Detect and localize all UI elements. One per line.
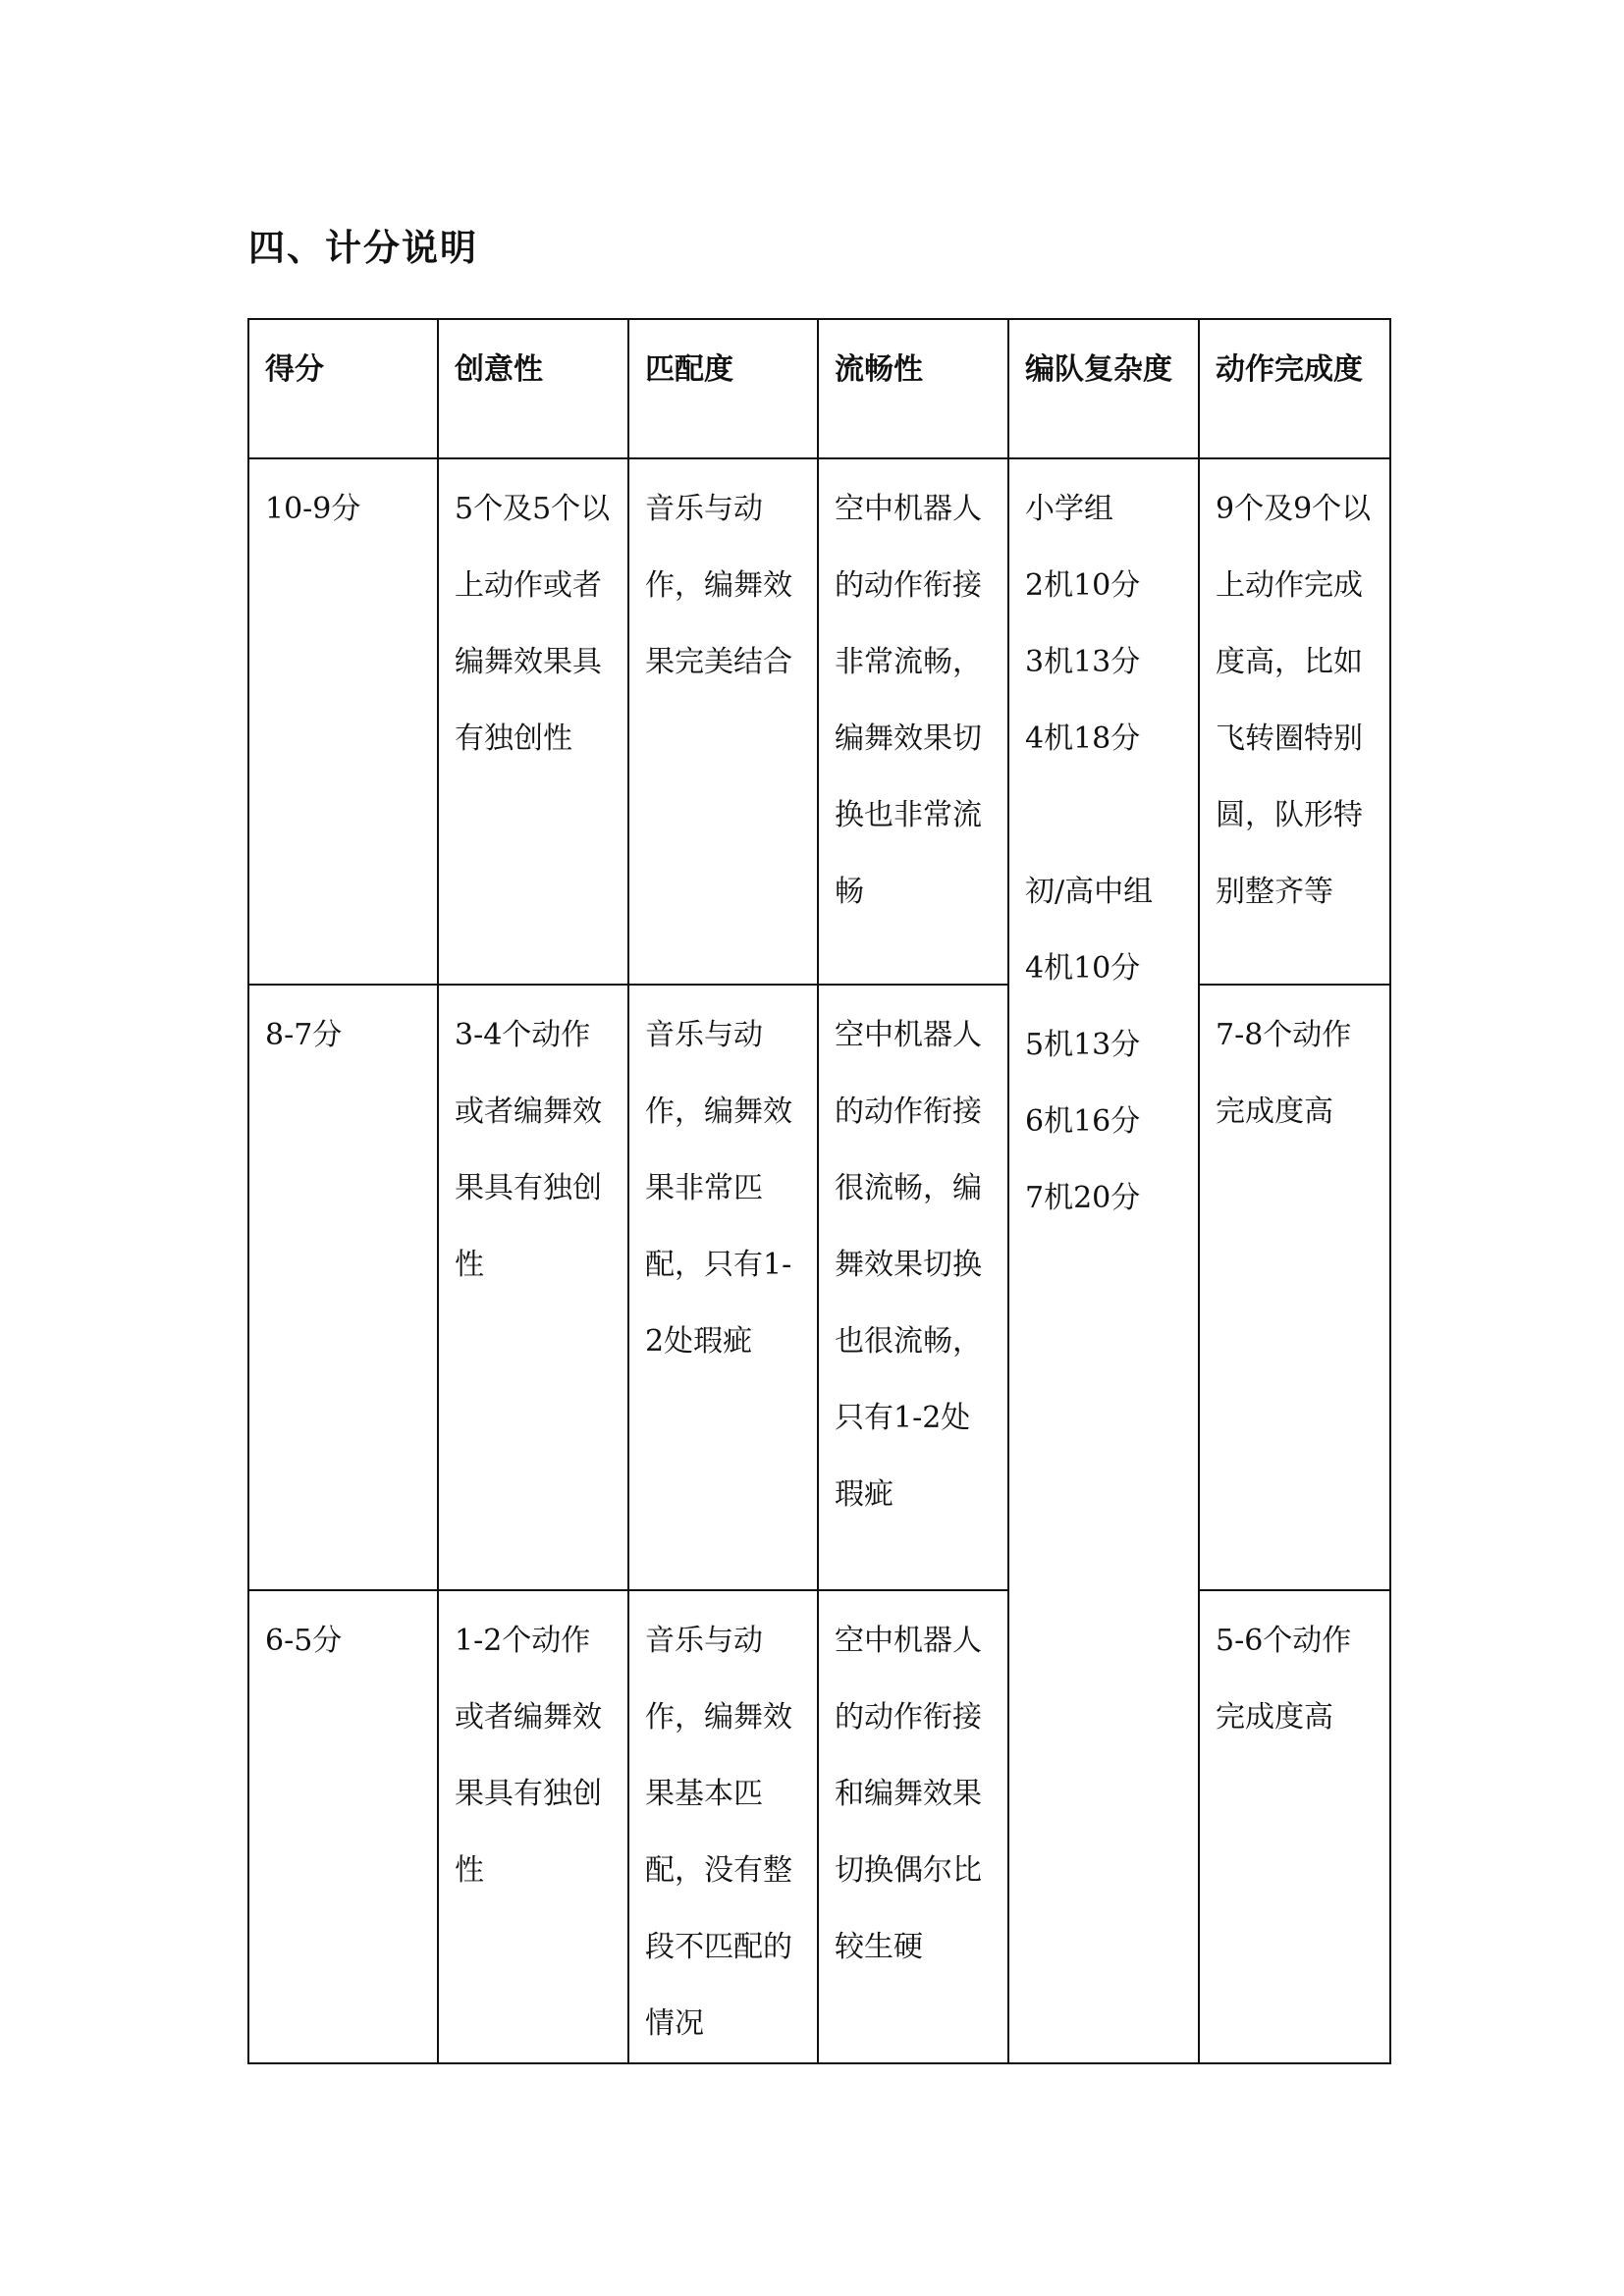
- header-fluency: 流畅性: [818, 319, 1008, 458]
- cell-matching: 音乐与动作，编舞效果完美结合: [628, 458, 818, 985]
- cell-fluency: 空中机器人的动作衔接非常流畅，编舞效果切换也非常流畅: [818, 458, 1008, 985]
- cell-creativity: 5个及5个以上动作或者编舞效果具有独创性: [438, 458, 628, 985]
- cell-formation-complexity: [1008, 458, 1199, 2063]
- table-header-row: [248, 319, 1390, 458]
- header-matching: 匹配度: [628, 319, 818, 458]
- formation-primary-label: 小学组: [1025, 492, 1113, 526]
- cell-matching: 音乐与动作，编舞效果非常匹配，只有1-2处瑕疵: [628, 985, 818, 1590]
- formation-secondary-item: 5机13分: [1025, 1028, 1141, 1062]
- cell-fluency: 空中机器人的动作衔接很流畅，编舞效果切换也很流畅，只有1-2处瑕疵: [818, 985, 1008, 1590]
- cell-matching: 音乐与动作，编舞效果基本匹配，没有整段不匹配的情况: [628, 1590, 818, 2063]
- formation-primary-item: 4机18分: [1025, 721, 1141, 756]
- header-completion: 动作完成度: [1199, 319, 1390, 458]
- table-row: [248, 458, 1390, 985]
- cell-score: 10-9分: [248, 458, 438, 985]
- cell-completion: 9个及9个以上动作完成度高，比如飞转圈特别圆，队形特别整齐等: [1199, 458, 1390, 985]
- formation-secondary-label: 初/高中组: [1025, 875, 1154, 909]
- scoring-table: [247, 318, 1391, 2064]
- formation-secondary-item: 7机20分: [1025, 1181, 1141, 1215]
- formation-secondary-item: 4机10分: [1025, 951, 1141, 986]
- section-title: 四、计分说明: [248, 227, 478, 269]
- cell-completion: 5-6个动作完成度高: [1199, 1590, 1390, 2063]
- cell-creativity: 1-2个动作或者编舞效果具有独创性: [438, 1590, 628, 2063]
- cell-creativity: 3-4个动作或者编舞效果具有独创性: [438, 985, 628, 1590]
- formation-primary-item: 2机10分: [1025, 568, 1141, 603]
- cell-score: 8-7分: [248, 985, 438, 1590]
- formation-spacer: [1025, 777, 1184, 854]
- header-creativity: 创意性: [438, 319, 628, 458]
- table-row: [248, 1590, 1390, 2063]
- cell-completion: 7-8个动作完成度高: [1199, 985, 1390, 1590]
- header-score: 得分: [248, 319, 438, 458]
- table-row: [248, 985, 1390, 1590]
- header-formation-complexity: 编队复杂度: [1008, 319, 1199, 458]
- cell-fluency: 空中机器人的动作衔接和编舞效果切换偶尔比较生硬: [818, 1590, 1008, 2063]
- cell-score: 6-5分: [248, 1590, 438, 2063]
- formation-secondary-item: 6机16分: [1025, 1104, 1141, 1139]
- formation-primary-item: 3机13分: [1025, 645, 1141, 679]
